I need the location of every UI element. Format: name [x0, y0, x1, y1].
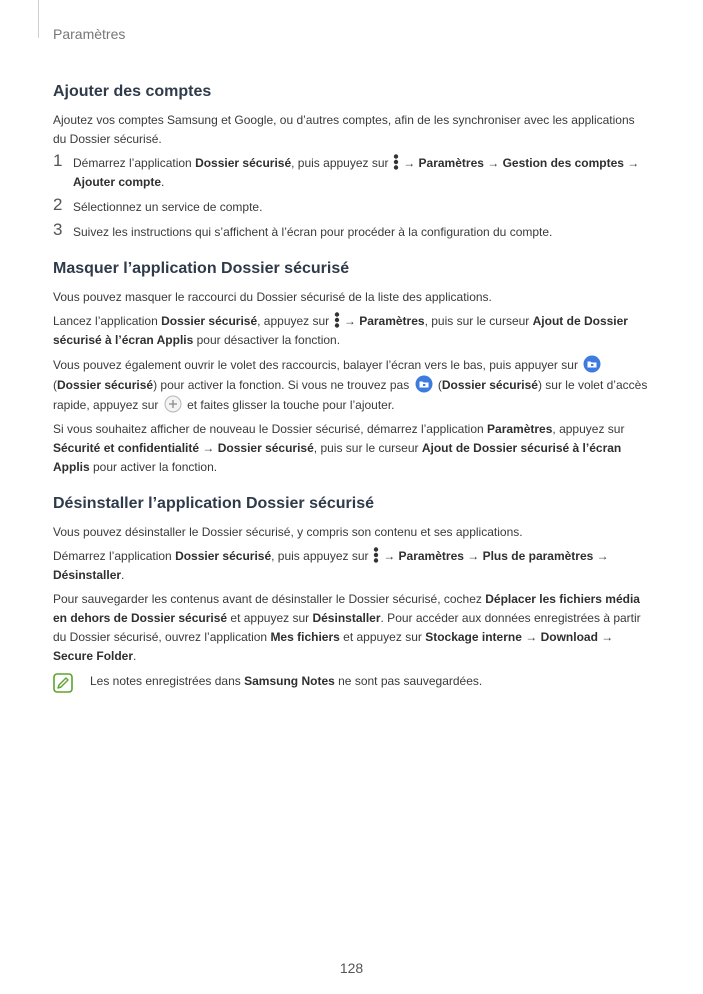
page-header-title: Paramètres — [53, 26, 126, 42]
hide-paragraph-3: Vous pouvez également ouvrir le volet des raccourcis, balayer l’écran vers le bas, puis appuyer sur (Dossier sécurisé) pour activer la fonction. Si vous ne trouvez pas (Dossier sécurisé) sur le volet d’accès rapide, appuyez sur et faites glisser la touche pour l’ajouter. — [53, 355, 648, 415]
section-title-hide-app: Masquer l’application Dossier sécurisé — [53, 260, 350, 277]
secure-folder-icon — [415, 375, 433, 393]
step-number: 1 — [53, 151, 63, 170]
step-number: 3 — [53, 220, 63, 239]
step-3: 3 Suivez les instructions qui s’affichent à l’écran pour procéder à la configuration du compte. — [53, 220, 553, 239]
page-content — [53, 83, 648, 709]
uninstall-paragraph-2: Démarrez l’application Dossier sécurisé, puis appuyez sur → Paramètres → Plus de paramètres → Désinstaller. — [53, 549, 609, 582]
note-icon — [53, 673, 73, 693]
page-number: 128 — [339, 960, 364, 976]
hide-paragraph-2: Lancez l’application Dossier sécurisé, appuyez sur → Paramètres, puis sur le curseur Ajout de Dossier sécurisé à l’écran Applis pour désactiver la fonction. — [53, 314, 628, 347]
section-title-uninstall-app: Désinstaller l’application Dossier sécurisé — [53, 495, 375, 512]
note: Les notes enregistrées dans Samsung Notes ne sont pas sauvegardées. — [53, 672, 648, 691]
add-plus-icon — [164, 395, 182, 413]
hide-paragraph-1: Vous pouvez masquer le raccourci du Dossier sécurisé de la liste des applications. — [53, 290, 492, 304]
uninstall-paragraph-3: Pour sauvegarder les contenus avant de désinstaller le Dossier sécurisé, cochez Déplacer les fichiers média en dehors de Dossier sécurisé et appuyez sur Désinstaller. Pour accéder aux données enregistrées à partir du Dossier sécurisé, ouvrez l’application Mes fichiers et appuyez sur Stockage interne → Download → Secure Folder. — [53, 592, 641, 663]
step-number: 2 — [53, 195, 63, 214]
step-2: 2 Sélectionnez un service de compte. — [53, 195, 263, 214]
secure-folder-icon — [583, 355, 601, 373]
more-options-icon — [373, 547, 379, 563]
uninstall-paragraph-1: Vous pouvez désinstaller le Dossier sécurisé, y compris son contenu et ses applications. — [53, 525, 523, 539]
header-divider — [38, 0, 39, 38]
section-uninstall-app — [53, 495, 648, 691]
more-options-icon — [393, 154, 399, 170]
section-hide-app — [53, 260, 648, 477]
add-accounts-steps — [53, 151, 648, 242]
step-1: 1 Démarrez l’application Dossier sécurisé, puis appuyez sur → Paramètres → Gestion des comptes → Ajouter compte. — [53, 151, 640, 189]
add-accounts-intro: Ajoutez vos comptes Samsung et Google, ou d’autres comptes, afin de les synchroniser avec les applications du Dossier sécurisé. — [53, 113, 635, 146]
hide-paragraph-4: Si vous souhaitez afficher de nouveau le Dossier sécurisé, démarrez l’application Paramètres, appuyez sur Sécurité et confidentialité → Dossier sécurisé, puis sur le curseur Ajout de Dossier sécurisé à l’écran Applis pour activer la fonction. — [53, 422, 625, 474]
section-title-add-accounts: Ajouter des comptes — [53, 83, 212, 100]
more-options-icon — [334, 312, 340, 328]
section-add-accounts — [53, 83, 648, 242]
